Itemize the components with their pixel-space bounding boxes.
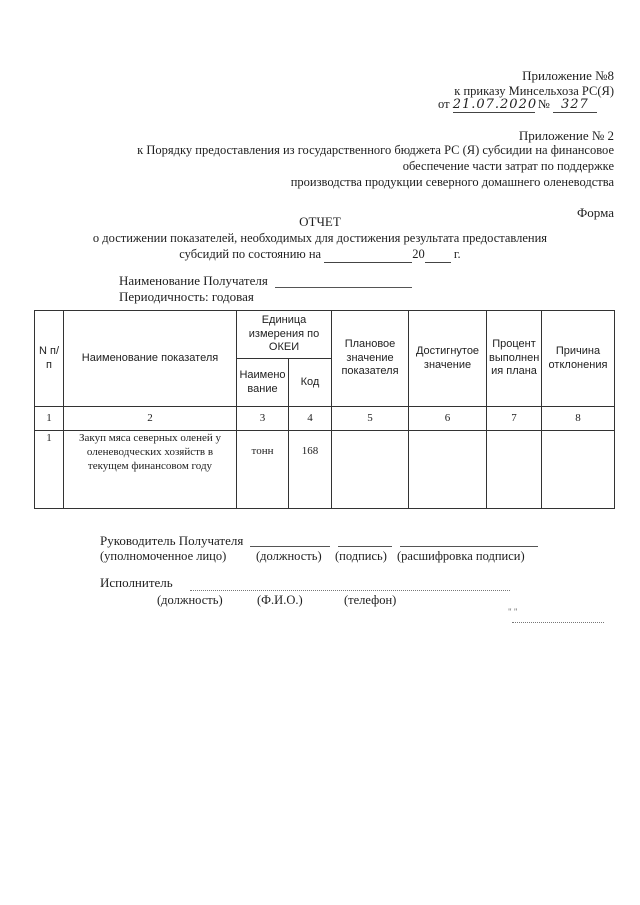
report-title: ОТЧЕТ bbox=[299, 214, 341, 229]
col-number: 2 bbox=[64, 407, 237, 431]
head-position-line bbox=[250, 546, 330, 547]
from-label: от bbox=[438, 97, 450, 111]
row-num: 1 bbox=[35, 431, 64, 509]
year-blank bbox=[425, 247, 451, 263]
number-label: № bbox=[537, 97, 550, 111]
header-unit: Единица измерения по ОКЕИ bbox=[237, 311, 332, 359]
row-unit-name: тонн bbox=[237, 431, 289, 509]
handwritten-number: 327 bbox=[553, 97, 597, 113]
executor-line bbox=[190, 590, 510, 591]
form-label: Форма bbox=[577, 205, 614, 220]
col-number: 8 bbox=[542, 407, 615, 431]
recipient-label: Наименование Получателя bbox=[119, 273, 268, 288]
table-row bbox=[35, 431, 615, 509]
header-achieved: Достигнутое значение bbox=[409, 311, 487, 407]
row-planned bbox=[332, 431, 409, 509]
header-planned: Плановое значение показателя bbox=[332, 311, 409, 407]
header-percent: Процент выполнен ия плана bbox=[487, 311, 542, 407]
date-blank bbox=[324, 247, 412, 263]
procedure-line-2: обеспечение части затрат по поддержке bbox=[402, 159, 614, 173]
head-caption-position: (должность) bbox=[256, 549, 322, 563]
head-signature-line bbox=[338, 546, 392, 547]
procedure-line-1: к Порядку предоставления из государственного бюджета РС (Я) субсидии на финансовое bbox=[137, 143, 614, 157]
date-line bbox=[512, 622, 604, 623]
appendix-2-label: Приложение № 2 bbox=[518, 128, 614, 143]
subtitle-year-suffix: г. bbox=[453, 247, 461, 261]
handwritten-date: 21.07.2020 bbox=[452, 97, 538, 112]
col-number: 7 bbox=[487, 407, 542, 431]
col-number: 6 bbox=[409, 407, 487, 431]
row-unit-code: 168 bbox=[289, 431, 332, 509]
order-line: к приказу Минсельхоза РС(Я) bbox=[454, 84, 614, 98]
report-table bbox=[34, 310, 615, 509]
header-unit-code: Код bbox=[289, 359, 332, 407]
executor-label: Исполнитель bbox=[100, 575, 173, 590]
row-reason bbox=[542, 431, 615, 509]
subtitle-as-of: субсидий по состоянию на bbox=[179, 247, 322, 261]
periodicity-label: Периодичность: годовая bbox=[119, 289, 254, 304]
row-achieved bbox=[409, 431, 487, 509]
date-quotes: " " bbox=[508, 607, 518, 617]
col-number: 1 bbox=[35, 407, 64, 431]
appendix-8-label: Приложение №8 bbox=[522, 68, 614, 83]
procedure-line-3: производства продукции северного домашнего оленеводства bbox=[290, 175, 614, 189]
row-percent bbox=[487, 431, 542, 509]
executor-caption-phone: (телефон) bbox=[344, 593, 397, 607]
report-subtitle-1: о достижении показателей, необходимых для достижения результата предоставления bbox=[92, 231, 548, 245]
head-caption-authorized: (уполномоченное лицо) bbox=[100, 549, 227, 563]
head-decoding-line bbox=[400, 546, 538, 547]
executor-caption-name: (Ф.И.О.) bbox=[257, 593, 303, 607]
report-subtitle-2 bbox=[0, 247, 640, 263]
col-number: 4 bbox=[289, 407, 332, 431]
header-indicator: Наименование показателя bbox=[64, 311, 237, 407]
head-caption-signature: (подпись) bbox=[335, 549, 387, 563]
head-caption-decoding: (расшифровка подписи) bbox=[397, 549, 525, 563]
table-header-row bbox=[35, 311, 615, 359]
head-label: Руководитель Получателя bbox=[100, 533, 244, 548]
recipient-line bbox=[275, 287, 412, 288]
col-number: 5 bbox=[332, 407, 409, 431]
header-unit-name: Наимено вание bbox=[237, 359, 289, 407]
col-number: 3 bbox=[237, 407, 289, 431]
subtitle-year: 20 bbox=[412, 247, 425, 261]
header-num: N п/п bbox=[35, 311, 64, 407]
table-numbering-row bbox=[35, 407, 615, 431]
executor-caption-position: (должность) bbox=[157, 593, 223, 607]
order-date-line bbox=[438, 97, 597, 113]
row-indicator: Закуп мяса северных оленей у оленеводческих хозяйств в текущем финансовом году bbox=[64, 431, 237, 509]
header-reason: Причина отклонения bbox=[542, 311, 615, 407]
